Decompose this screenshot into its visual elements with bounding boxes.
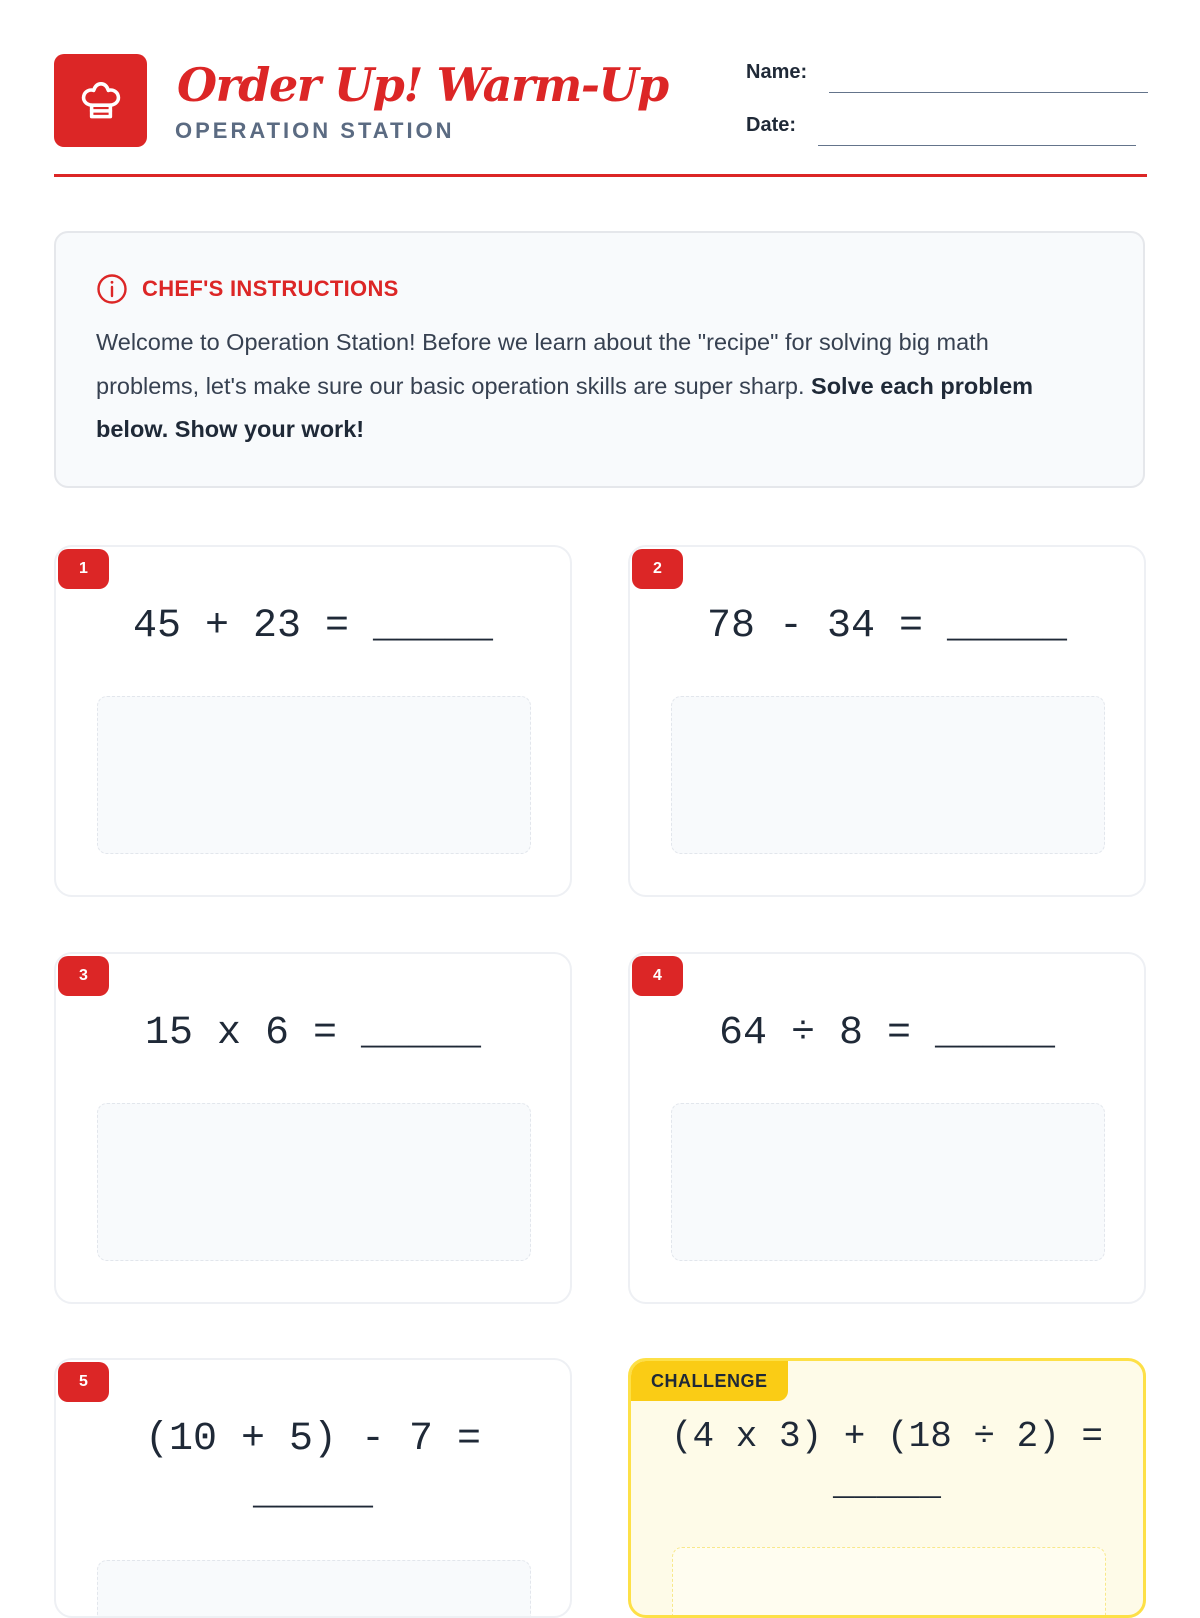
page-subtitle: OPERATION STATION [175,118,455,143]
instructions-emphasis: Solve each problem below. Show your work! [96,372,1034,442]
instructions-body: Welcome to Operation Station! Before we learn about the "recipe" for solving big math problems, let's make sure our basic operation skills are super sharp. [96,329,989,399]
instructions-heading [96,273,399,305]
info-icon [96,273,128,305]
instructions-text [96,321,1096,452]
problem-card-4 [628,952,1146,1304]
work-area[interactable] [671,696,1105,854]
problem-card-2 [628,545,1146,897]
date-field[interactable] [818,145,1136,146]
header-divider [54,174,1147,177]
problem-number-badge: 4 [632,956,683,996]
work-area[interactable] [97,1103,531,1261]
problem-number-badge: 2 [632,549,683,589]
problem-equation: 45 + 23 = _____ [132,604,494,649]
name-field[interactable] [829,92,1148,93]
problem-equation: (10 + 5) - 7 = [144,1417,482,1462]
problem-card-3 [54,952,572,1304]
work-area[interactable] [671,1103,1105,1261]
name-label: Name: [746,61,808,83]
date-label: Date: [746,114,797,136]
problem-equation: (4 x 3) + (18 ÷ 2) = [670,1416,1104,1457]
problem-equation: 15 x 6 = _____ [144,1011,482,1056]
problem-answer-blank: _____ [832,1464,942,1505]
problem-number-badge: 1 [58,549,109,589]
problem-equation: 64 ÷ 8 = _____ [718,1011,1056,1056]
problem-number-badge: 3 [58,956,109,996]
problem-number-badge: 5 [58,1362,109,1402]
instructions-title: CHEF'S INSTRUCTIONS [142,276,399,301]
instructions-box [54,231,1145,488]
work-area[interactable] [672,1547,1106,1618]
problem-answer-blank: _____ [252,1471,374,1516]
problem-card-1 [54,545,572,897]
worksheet-header [54,54,1147,176]
problem-card-5 [54,1358,572,1618]
challenge-badge: CHALLENGE [631,1361,788,1401]
logo [54,54,147,147]
challenge-card [628,1358,1146,1618]
problem-equation: 78 - 34 = _____ [706,604,1068,649]
chef-hat-icon [76,76,126,126]
work-area[interactable] [97,696,531,854]
work-area[interactable] [97,1560,531,1618]
page-title: Order Up! Warm-Up [177,58,668,112]
